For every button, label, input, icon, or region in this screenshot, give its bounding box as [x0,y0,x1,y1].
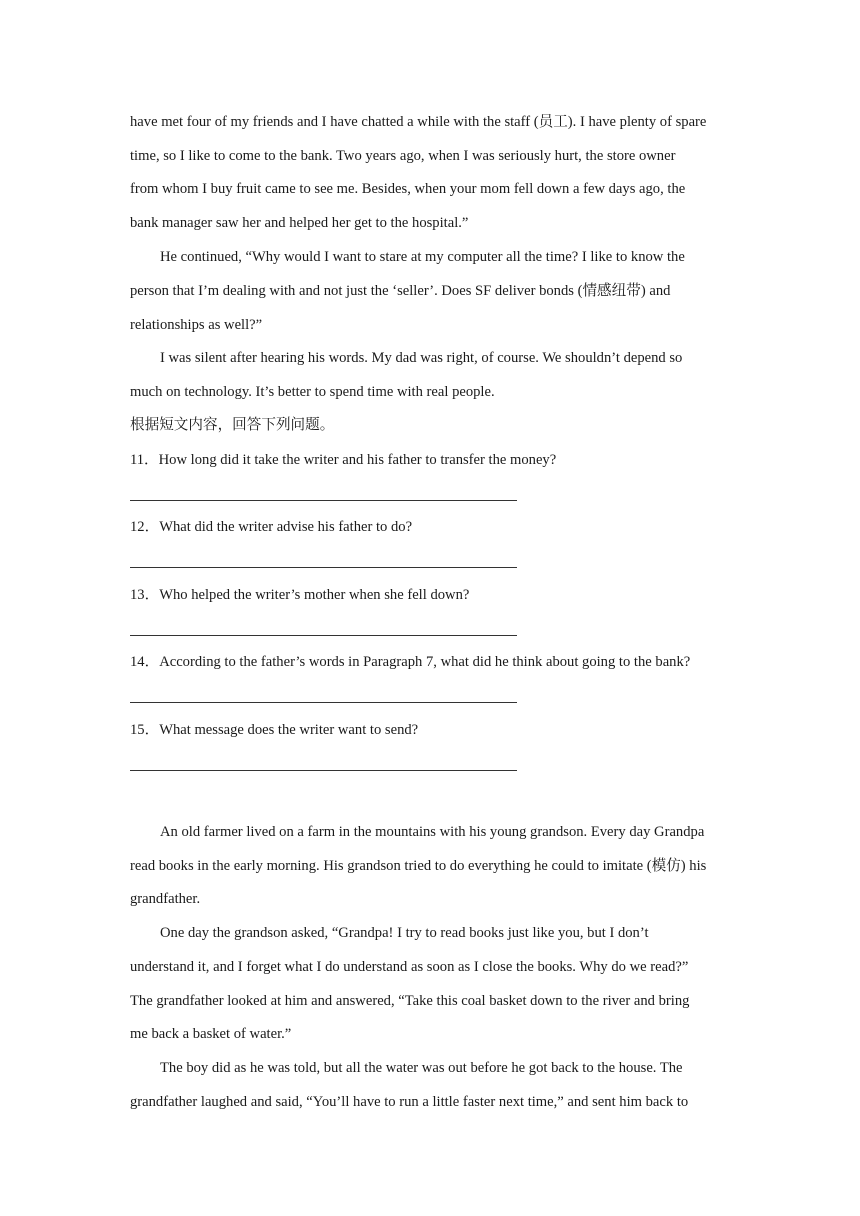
question-12: 12．What did the writer advise his father to do? [130,519,413,535]
passage1-p1-line-3: from whom I buy fruit came to see me. Besides, when your mom fell down a few days ago, the [130,181,686,197]
question-13: 13．Who helped the writer’s mother when she fell down? [130,587,470,603]
instruction-text: 根据短文内容，回答下列问题。 [130,417,335,433]
answer-line-11[interactable] [130,500,517,501]
passage1-p3-line-1: I was silent after hearing his words. My dad was right, of course. We shouldn’t depend so [160,350,683,366]
passage2-p3-line-1: The boy did as he was told, but all the water was out before he got back to the house. The [160,1060,683,1076]
question-14: 14．According to the father’s words in Paragraph 7, what did he think about going to the bank? [130,654,691,670]
passage1-p2-line-2: person that I’m dealing with and not just the ‘seller’. Does SF deliver bonds (情感纽带) and [130,283,671,299]
passage2-p1-line-3: grandfather. [130,891,201,907]
passage2-p2-line-1: One day the grandson asked, “Grandpa! I try to read books just like you, but I don’t [160,925,649,941]
passage1-p2-line-1: He continued, “Why would I want to stare at my computer all the time? I like to know the [160,249,685,265]
question-15: 15．What message does the writer want to send? [130,722,419,738]
passage1-p3-line-2: much on technology. It’s better to spend time with real people. [130,384,495,400]
passage2-p2-line-2: understand it, and I forget what I do understand as soon as I close the books. Why do we read?” [130,959,689,975]
answer-line-14[interactable] [130,702,517,703]
answer-line-15[interactable] [130,770,517,771]
answer-line-12[interactable] [130,567,517,568]
question-11: 11．How long did it take the writer and his father to transfer the money? [130,452,557,468]
passage1-p1-line-2: time, so I like to come to the bank. Two years ago, when I was seriously hurt, the store owner [130,148,676,164]
passage1-p1-line-1: have met four of my friends and I have chatted a while with the staff (员工). I have plenty of spare [130,114,707,130]
passage1-p1-line-4: bank manager saw her and helped her get to the hospital.” [130,215,469,231]
passage2-p1-line-1: An old farmer lived on a farm in the mountains with his young grandson. Every day Grandpa [160,824,705,840]
passage2-p1-line-2: read books in the early morning. His grandson tried to do everything he could to imitate (模仿) his [130,858,707,874]
passage2-p2-line-4: me back a basket of water.” [130,1026,292,1042]
passage1-p2-line-3: relationships as well?” [130,317,263,333]
passage2-p3-line-2: grandfather laughed and said, “You’ll have to run a little faster next time,” and sent him back to [130,1094,689,1110]
answer-line-13[interactable] [130,635,517,636]
passage2-p2-line-3: The grandfather looked at him and answered, “Take this coal basket down to the river and bring [130,993,690,1009]
